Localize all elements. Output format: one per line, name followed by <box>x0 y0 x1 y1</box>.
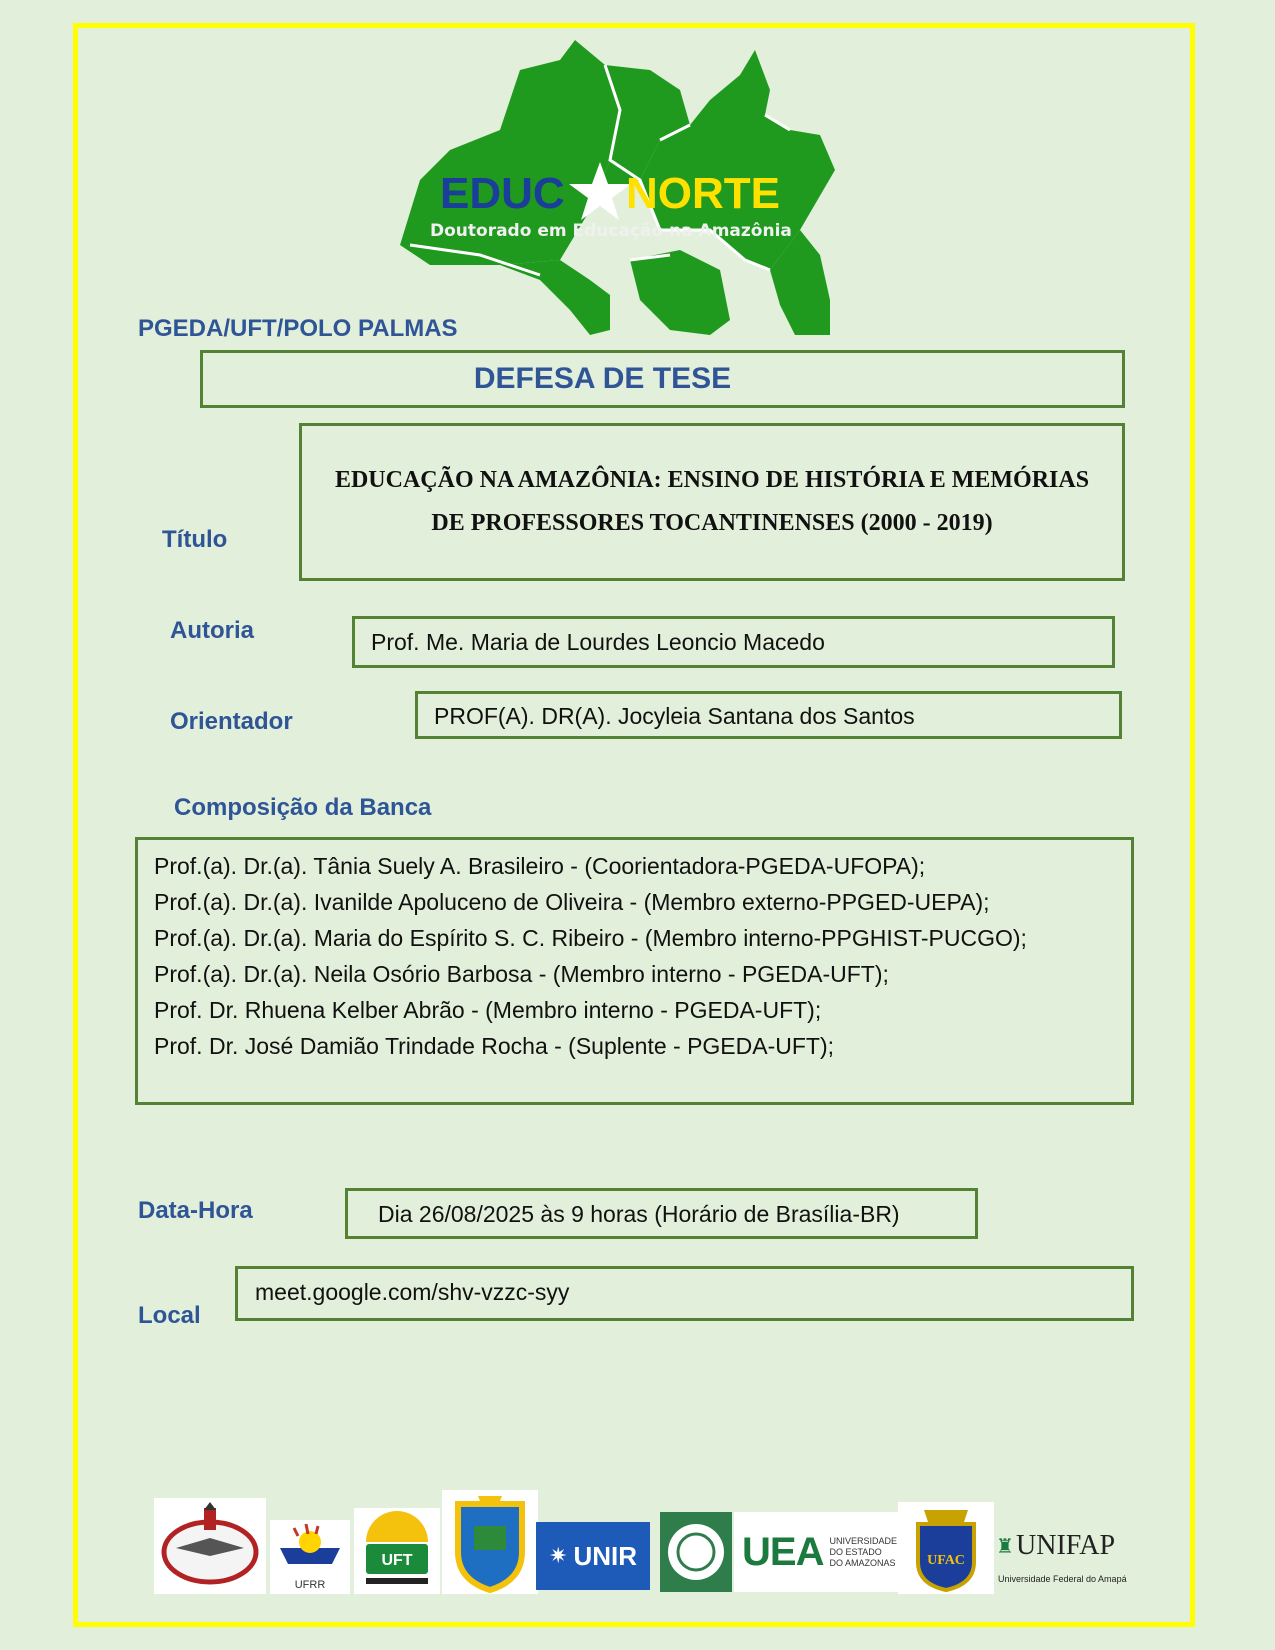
local-box <box>235 1266 1134 1321</box>
unifap-emblem-icon: ♜ <box>996 1536 1014 1558</box>
brand-left: EDUC <box>440 169 565 218</box>
partner-logos <box>152 1490 1127 1595</box>
autoria-label: Autoria <box>170 617 254 644</box>
banca-member: Prof.(a). Dr.(a). Maria do Espírito S. C. Ribeiro - (Membro interno-PPGHIST-PUCGO); <box>154 925 1027 951</box>
datahora-box <box>345 1188 978 1239</box>
ufac-text: UFAC <box>927 1553 965 1568</box>
titulo-line1: EDUCAÇÃO NA AMAZÔNIA: ENSINO DE HISTÓRIA E MEMÓRIAS <box>334 467 1090 493</box>
local-link[interactable]: meet.google.com/shv-vzzc-syy <box>255 1279 570 1305</box>
banca-label: Composição da Banca <box>174 794 432 821</box>
program-label: PGEDA/UFT/POLO PALMAS <box>138 315 458 342</box>
logo-tagline: Doutorado em Educação na Amazônia <box>430 221 792 241</box>
unifap-logo <box>996 1530 1127 1594</box>
uft-text: UFT <box>381 1552 413 1569</box>
unir-star-icon: ✷ <box>549 1543 568 1568</box>
green-seal-logo <box>660 1512 732 1592</box>
datahora-label: Data-Hora <box>138 1197 253 1224</box>
heading-box <box>200 350 1125 408</box>
orientador-box <box>415 691 1122 739</box>
map-region-south2 <box>630 250 730 335</box>
banca-member: Prof.(a). Dr.(a). Neila Osório Barbosa - (Membro interno - PGEDA-UFT); <box>154 961 889 987</box>
titulo-box <box>299 423 1125 581</box>
brand-right: NORTE <box>626 169 780 218</box>
page-title: DEFESA DE TESE <box>473 362 732 395</box>
unir-logo <box>536 1522 650 1590</box>
ufac-logo <box>898 1502 994 1594</box>
uea-subtext: UNIVERSIDADE DO ESTADO DO AMAZONAS <box>829 1535 897 1568</box>
unir-text: UNIR <box>573 1540 637 1571</box>
uea-text: UEA <box>742 1529 824 1574</box>
ufpa-logo <box>154 1498 266 1594</box>
ufrr-logo <box>270 1520 350 1594</box>
banca-box <box>135 837 1134 1105</box>
educanorte-logo <box>390 30 880 350</box>
local-label: Local <box>138 1302 201 1329</box>
autoria-value: Prof. Me. Maria de Lourdes Leoncio Macedo <box>371 629 825 655</box>
map-region-south <box>500 260 610 335</box>
autoria-box <box>352 616 1115 668</box>
unifap-subtext: Universidade Federal do Amapá <box>998 1574 1127 1584</box>
uea-logo <box>734 1512 898 1592</box>
orientador-value: PROF(A). DR(A). Jocyleia Santana dos Santos <box>434 703 915 729</box>
banca-member: Prof.(a). Dr.(a). Tânia Suely A. Brasileiro - (Coorientadora-PGEDA-UFOPA); <box>154 853 926 879</box>
uft-logo <box>354 1508 440 1594</box>
titulo-line2: DE PROFESSORES TOCANTINENSES (2000 - 2019) <box>431 510 993 536</box>
ufrr-text: UFRR <box>294 1579 326 1591</box>
datahora-value: Dia 26/08/2025 às 9 horas (Horário de Brasília-BR) <box>378 1201 900 1227</box>
unifap-text: UNIFAP <box>1016 1530 1116 1561</box>
shield-logo <box>442 1490 538 1594</box>
banca-member: Prof. Dr. Rhuena Kelber Abrão - (Membro interno - PGEDA-UFT); <box>154 997 822 1023</box>
titulo-label: Título <box>162 526 228 553</box>
orientador-label: Orientador <box>170 708 293 735</box>
banca-member: Prof.(a). Dr.(a). Ivanilde Apoluceno de Oliveira - (Membro externo-PPGED-UEPA); <box>154 889 990 915</box>
banca-member: Prof. Dr. José Damião Trindade Rocha - (Suplente - PGEDA-UFT); <box>154 1033 835 1059</box>
